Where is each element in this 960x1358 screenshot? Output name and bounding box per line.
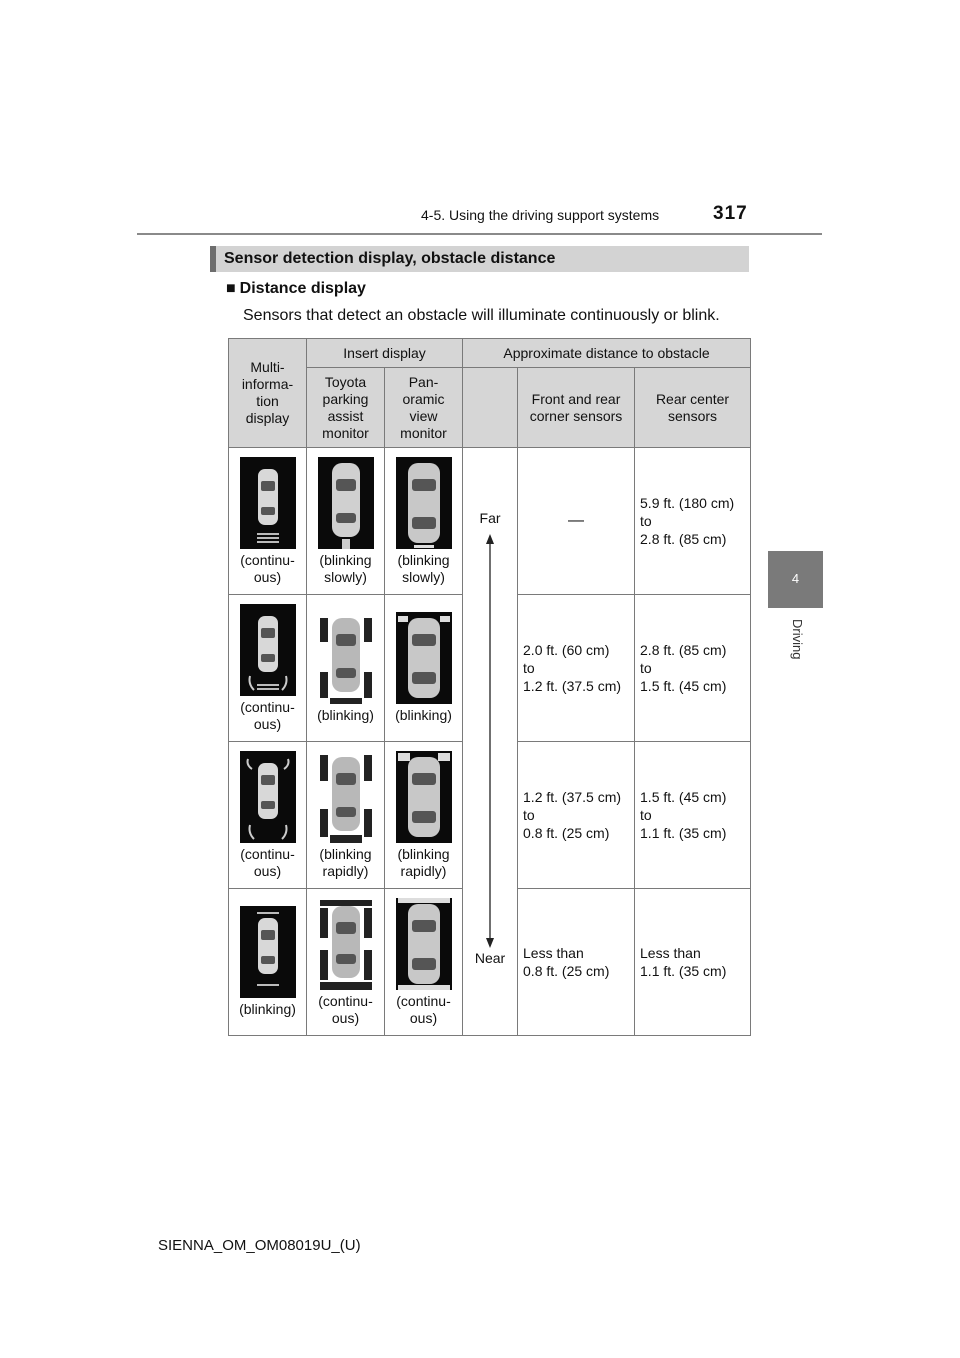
header-toyota-pam: Toyota parking assist monitor (307, 368, 385, 448)
distance-table (228, 338, 751, 1036)
tpam-cell (307, 742, 385, 889)
front-rear-value (518, 448, 635, 595)
header-insert-display: Insert display (307, 339, 463, 368)
header-front-rear: Front and rear corner sensors (518, 368, 635, 448)
header-multi-info: Multi- informa- tion display (229, 339, 307, 448)
mid-cell (229, 448, 307, 595)
tpam-display-image (318, 751, 374, 843)
mid-caption: (blinking) (239, 1001, 296, 1017)
section-header: 4-5. Using the driving support systems (421, 207, 660, 223)
value-line: 5.9 ft. (180 cm) (640, 495, 735, 511)
header-arrow-spacer (463, 368, 518, 448)
section-title: Sensor detection display, obstacle distance (224, 250, 556, 267)
mid-caption: (continu- ous) (240, 551, 295, 585)
pvm-caption: (continu- ous) (396, 992, 451, 1026)
tpam-display-image (318, 898, 374, 990)
pvm-display-image (396, 898, 452, 990)
pvm-caption: (blinking rapidly) (397, 845, 450, 879)
rear-center-value (635, 742, 751, 889)
pvm-display-image (396, 612, 452, 704)
value-line: to (640, 513, 652, 529)
page-number: 317 (713, 203, 748, 224)
pvm-caption: (blinking) (395, 707, 452, 723)
tpam-caption: (blinking) (317, 707, 374, 723)
rear-center-value (635, 595, 751, 742)
mid-display-image (240, 906, 296, 998)
tpam-caption: (blinking rapidly) (319, 845, 372, 879)
pvm-cell (385, 742, 463, 889)
double-arrow-icon (463, 448, 518, 1036)
mid-cell (229, 742, 307, 889)
intro-text: Sensors that detect an obstacle will illuminate continuously or blink. (243, 307, 720, 324)
tpam-cell (307, 889, 385, 1036)
value-line: 1.1 ft. (35 cm) (640, 963, 727, 979)
value-line: 1.1 ft. (35 cm) (640, 825, 727, 841)
header-rule (137, 233, 822, 235)
mid-display-image (240, 604, 296, 696)
mid-caption: (continu- ous) (240, 698, 295, 732)
value-line: to (523, 660, 535, 676)
distance-arrow-cell (463, 448, 518, 1036)
far-label: Far (479, 510, 501, 526)
mid-cell (229, 595, 307, 742)
near-label: Near (474, 950, 506, 966)
pvm-cell (385, 595, 463, 742)
chapter-number: 4 (791, 571, 800, 586)
square-bullet-icon: ■ (226, 280, 236, 297)
value-line: 1.5 ft. (45 cm) (640, 789, 727, 805)
section-title-bar (210, 246, 749, 272)
value-line: to (640, 807, 652, 823)
value-line: 1.2 ft. (37.5 cm) (523, 789, 622, 805)
tpam-display-image (318, 457, 374, 549)
value-line: 1.2 ft. (37.5 cm) (523, 678, 622, 694)
value-line: 0.8 ft. (25 cm) (523, 825, 610, 841)
tpam-caption: (blinking slowly) (319, 551, 372, 585)
value-line: to (523, 807, 535, 823)
front-rear-value (518, 595, 635, 742)
value-line: 2.0 ft. (60 cm) (523, 642, 610, 658)
pvm-cell (385, 889, 463, 1036)
rear-center-value (635, 889, 751, 1036)
pvm-cell (385, 448, 463, 595)
tpam-cell (307, 595, 385, 742)
chapter-label-text: Driving (790, 619, 805, 660)
value-line: 2.8 ft. (85 cm) (640, 642, 727, 658)
mid-caption: (continu- ous) (240, 845, 295, 879)
mid-cell (229, 889, 307, 1036)
dash-symbol: — (568, 512, 585, 529)
pvm-display-image (396, 457, 452, 549)
value-line: to (640, 660, 652, 676)
chapter-label (768, 619, 823, 669)
header-rear-center: Rear center sensors (635, 368, 751, 448)
header-approx-distance: Approximate distance to obstacle (463, 339, 751, 368)
header-panoramic: Pan- oramic view monitor (385, 368, 463, 448)
mid-display-image (240, 751, 296, 843)
table-row (229, 448, 751, 595)
document-code: SIENNA_OM_OM08019U_(U) (158, 1237, 361, 1254)
rear-center-value (635, 448, 751, 595)
subheading-text: Distance display (239, 280, 366, 297)
value-line: Less than (640, 945, 701, 961)
value-line: 1.5 ft. (45 cm) (640, 678, 727, 694)
tpam-cell (307, 448, 385, 595)
value-line: Less than (523, 945, 584, 961)
tpam-caption: (continu- ous) (318, 992, 373, 1026)
tpam-display-image (318, 612, 374, 704)
front-rear-value (518, 742, 635, 889)
value-line: 2.8 ft. (85 cm) (640, 531, 727, 547)
pvm-caption: (blinking slowly) (397, 551, 450, 585)
subheading (226, 280, 366, 298)
mid-display-image (240, 457, 296, 549)
front-rear-value (518, 889, 635, 1036)
value-line: 0.8 ft. (25 cm) (523, 963, 610, 979)
pvm-display-image (396, 751, 452, 843)
